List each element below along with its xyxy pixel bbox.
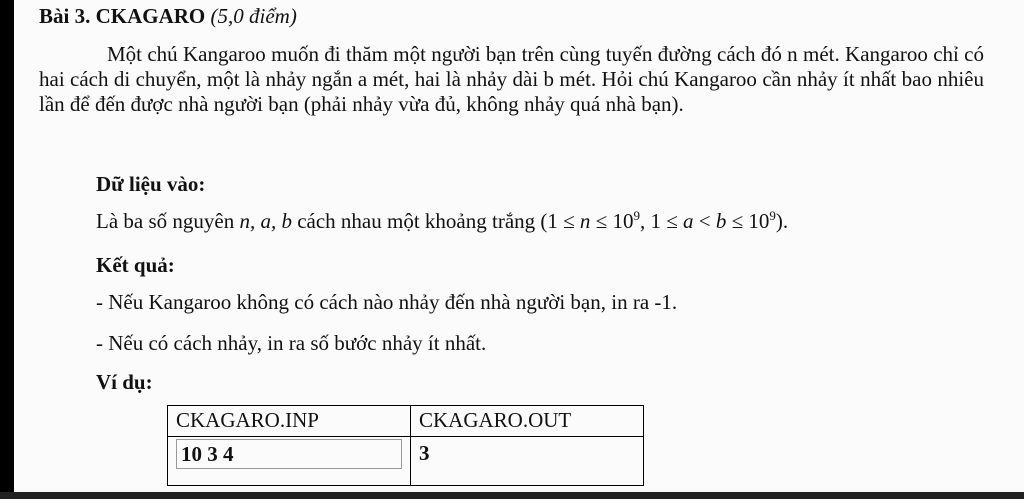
input-description — [96, 209, 788, 233]
input-lt: < — [693, 209, 716, 233]
input-text-pre: Là ba số nguyên — [96, 209, 240, 233]
output-heading: Kết quả: — [96, 253, 175, 277]
input-text-mid: cách nhau một khoảng trắng (1 ≤ — [291, 209, 580, 233]
cell-output — [411, 437, 644, 486]
output-line-2: - Nếu có cách nhảy, in ra số bước nhảy ít nhất. — [96, 331, 487, 355]
cell-input — [168, 437, 411, 486]
problem-points: (5,0 điểm) — [210, 4, 297, 28]
problem-title — [39, 4, 297, 28]
input-vars: n, a, b — [239, 209, 292, 233]
example-heading: Ví dụ: — [96, 370, 153, 394]
var-a: a — [682, 209, 694, 233]
input-value: 10 3 4 — [176, 439, 402, 469]
input-heading: Dữ liệu vào: — [96, 172, 206, 196]
problem-statement: Một chú Kangaroo muốn đi thăm một người bạn trên cùng tuyến đường cách đó n mét. Kangaroo chỉ có hai cách di chuyển, một là nhảy ngắn a mét, hai là nhảy dài b mét. Hỏi chú Kangaroo cần nhảy ít nhất bao nhiêu lần để đến được nhà người bạn (phải nhảy vừa đủ, không nhảy quá nhà bạn). — [39, 42, 984, 116]
exponent-2: 9 — [769, 208, 776, 223]
input-le-1: ≤ 10 — [590, 209, 634, 233]
bottom-edge-shadow — [0, 492, 1024, 499]
left-edge-shadow — [0, 0, 14, 499]
table-row — [168, 437, 644, 486]
problem-title-name: Bài 3. CKAGARO — [39, 4, 206, 28]
input-end: ). — [775, 209, 789, 233]
header-out: CKAGARO.OUT — [411, 406, 644, 437]
exponent-1: 9 — [633, 208, 640, 223]
output-line-1: - Nếu Kangaroo không có cách nào nhảy đến nhà người bạn, in ra -1. — [96, 290, 678, 314]
document-page — [14, 0, 1024, 499]
var-b: b — [715, 209, 727, 233]
header-inp: CKAGARO.INP — [168, 406, 411, 437]
example-table — [167, 405, 644, 486]
output-value: 3 — [419, 441, 430, 465]
input-le-2: ≤ 10 — [726, 209, 770, 233]
input-mid-2: , 1 ≤ — [639, 209, 683, 233]
var-n: n — [579, 209, 591, 233]
table-header-row — [168, 406, 644, 437]
